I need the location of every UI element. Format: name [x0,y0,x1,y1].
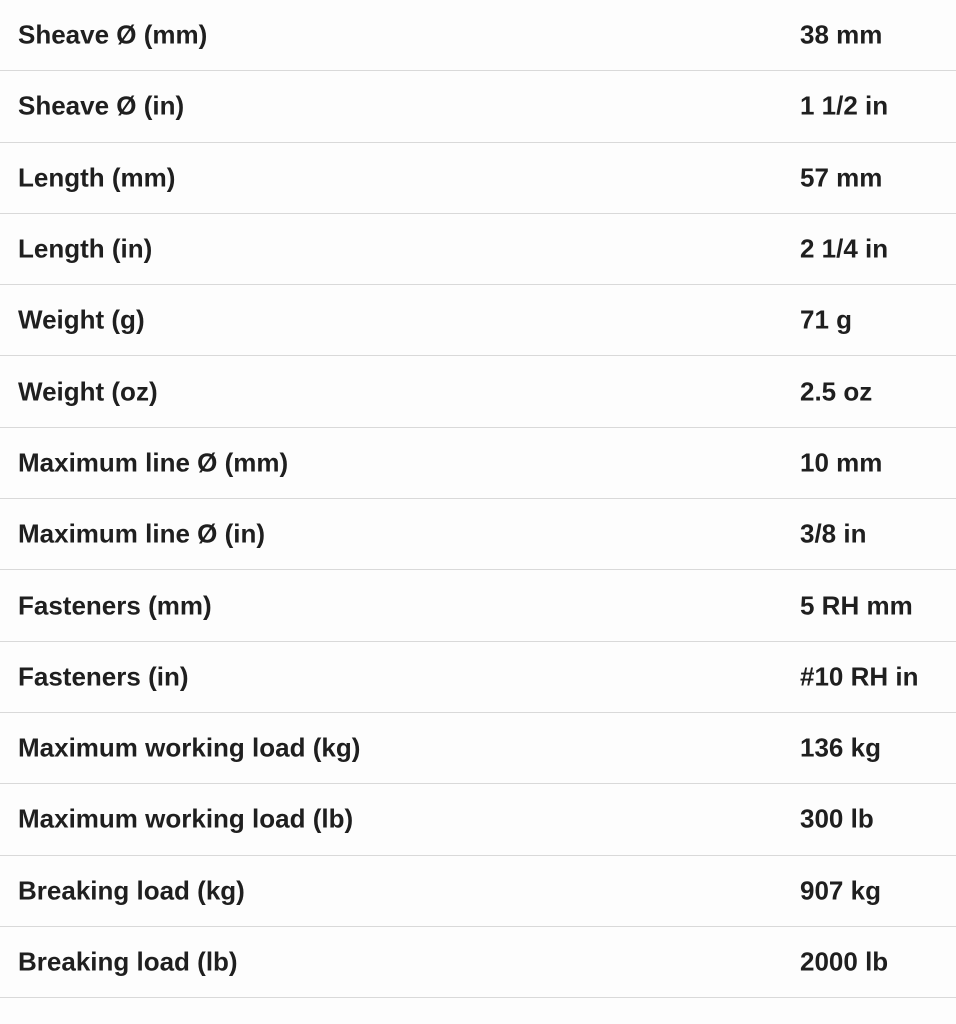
spec-row-max-line-mm [0,428,956,499]
spec-value: 2 1/4 in [800,233,889,264]
spec-row-length-in [0,214,956,285]
spec-row-max-working-load-lb [0,784,956,855]
spec-value: 3/8 in [800,518,867,549]
spec-value: 136 kg [800,732,881,763]
spec-value: 907 kg [800,875,881,906]
spec-label: Breaking load (lb) [18,946,238,977]
spec-value: 2.5 oz [800,376,873,407]
spec-label: Fasteners (in) [18,661,189,692]
spec-row-max-line-in [0,499,956,570]
spec-label: Sheave Ø (mm) [18,19,208,50]
spec-label: Fasteners (mm) [18,590,212,621]
spec-value: 2000 lb [800,946,889,977]
spec-row-fasteners-in [0,642,956,713]
spec-row-sheave-in [0,71,956,142]
spec-label: Sheave Ø (in) [18,90,185,121]
spec-label: Maximum working load (kg) [18,732,361,763]
spec-row-max-working-load-kg [0,713,956,784]
spec-row-breaking-load-kg [0,856,956,927]
table-bottom-spacer [0,998,956,1023]
spec-label: Length (mm) [18,162,176,193]
spec-value: #10 RH in [800,661,919,692]
spec-row-sheave-mm [0,0,956,71]
spec-value: 10 mm [800,447,883,478]
spec-row-weight-oz [0,356,956,427]
spec-label: Maximum line Ø (in) [18,518,266,549]
spec-label: Weight (g) [18,304,145,335]
spec-value: 5 RH mm [800,590,913,621]
spec-label: Maximum working load (lb) [18,803,354,834]
spec-row-fasteners-mm [0,570,956,641]
spec-row-weight-g [0,285,956,356]
spec-label: Length (in) [18,233,153,264]
spec-label: Weight (oz) [18,376,158,407]
spec-label: Maximum line Ø (mm) [18,447,289,478]
spec-label: Breaking load (kg) [18,875,245,906]
spec-value: 57 mm [800,162,883,193]
spec-value: 38 mm [800,19,883,50]
spec-value: 1 1/2 in [800,90,889,121]
spec-value: 71 g [800,304,853,335]
spec-row-breaking-load-lb [0,927,956,998]
spec-value: 300 lb [800,803,874,834]
spec-row-length-mm [0,143,956,214]
